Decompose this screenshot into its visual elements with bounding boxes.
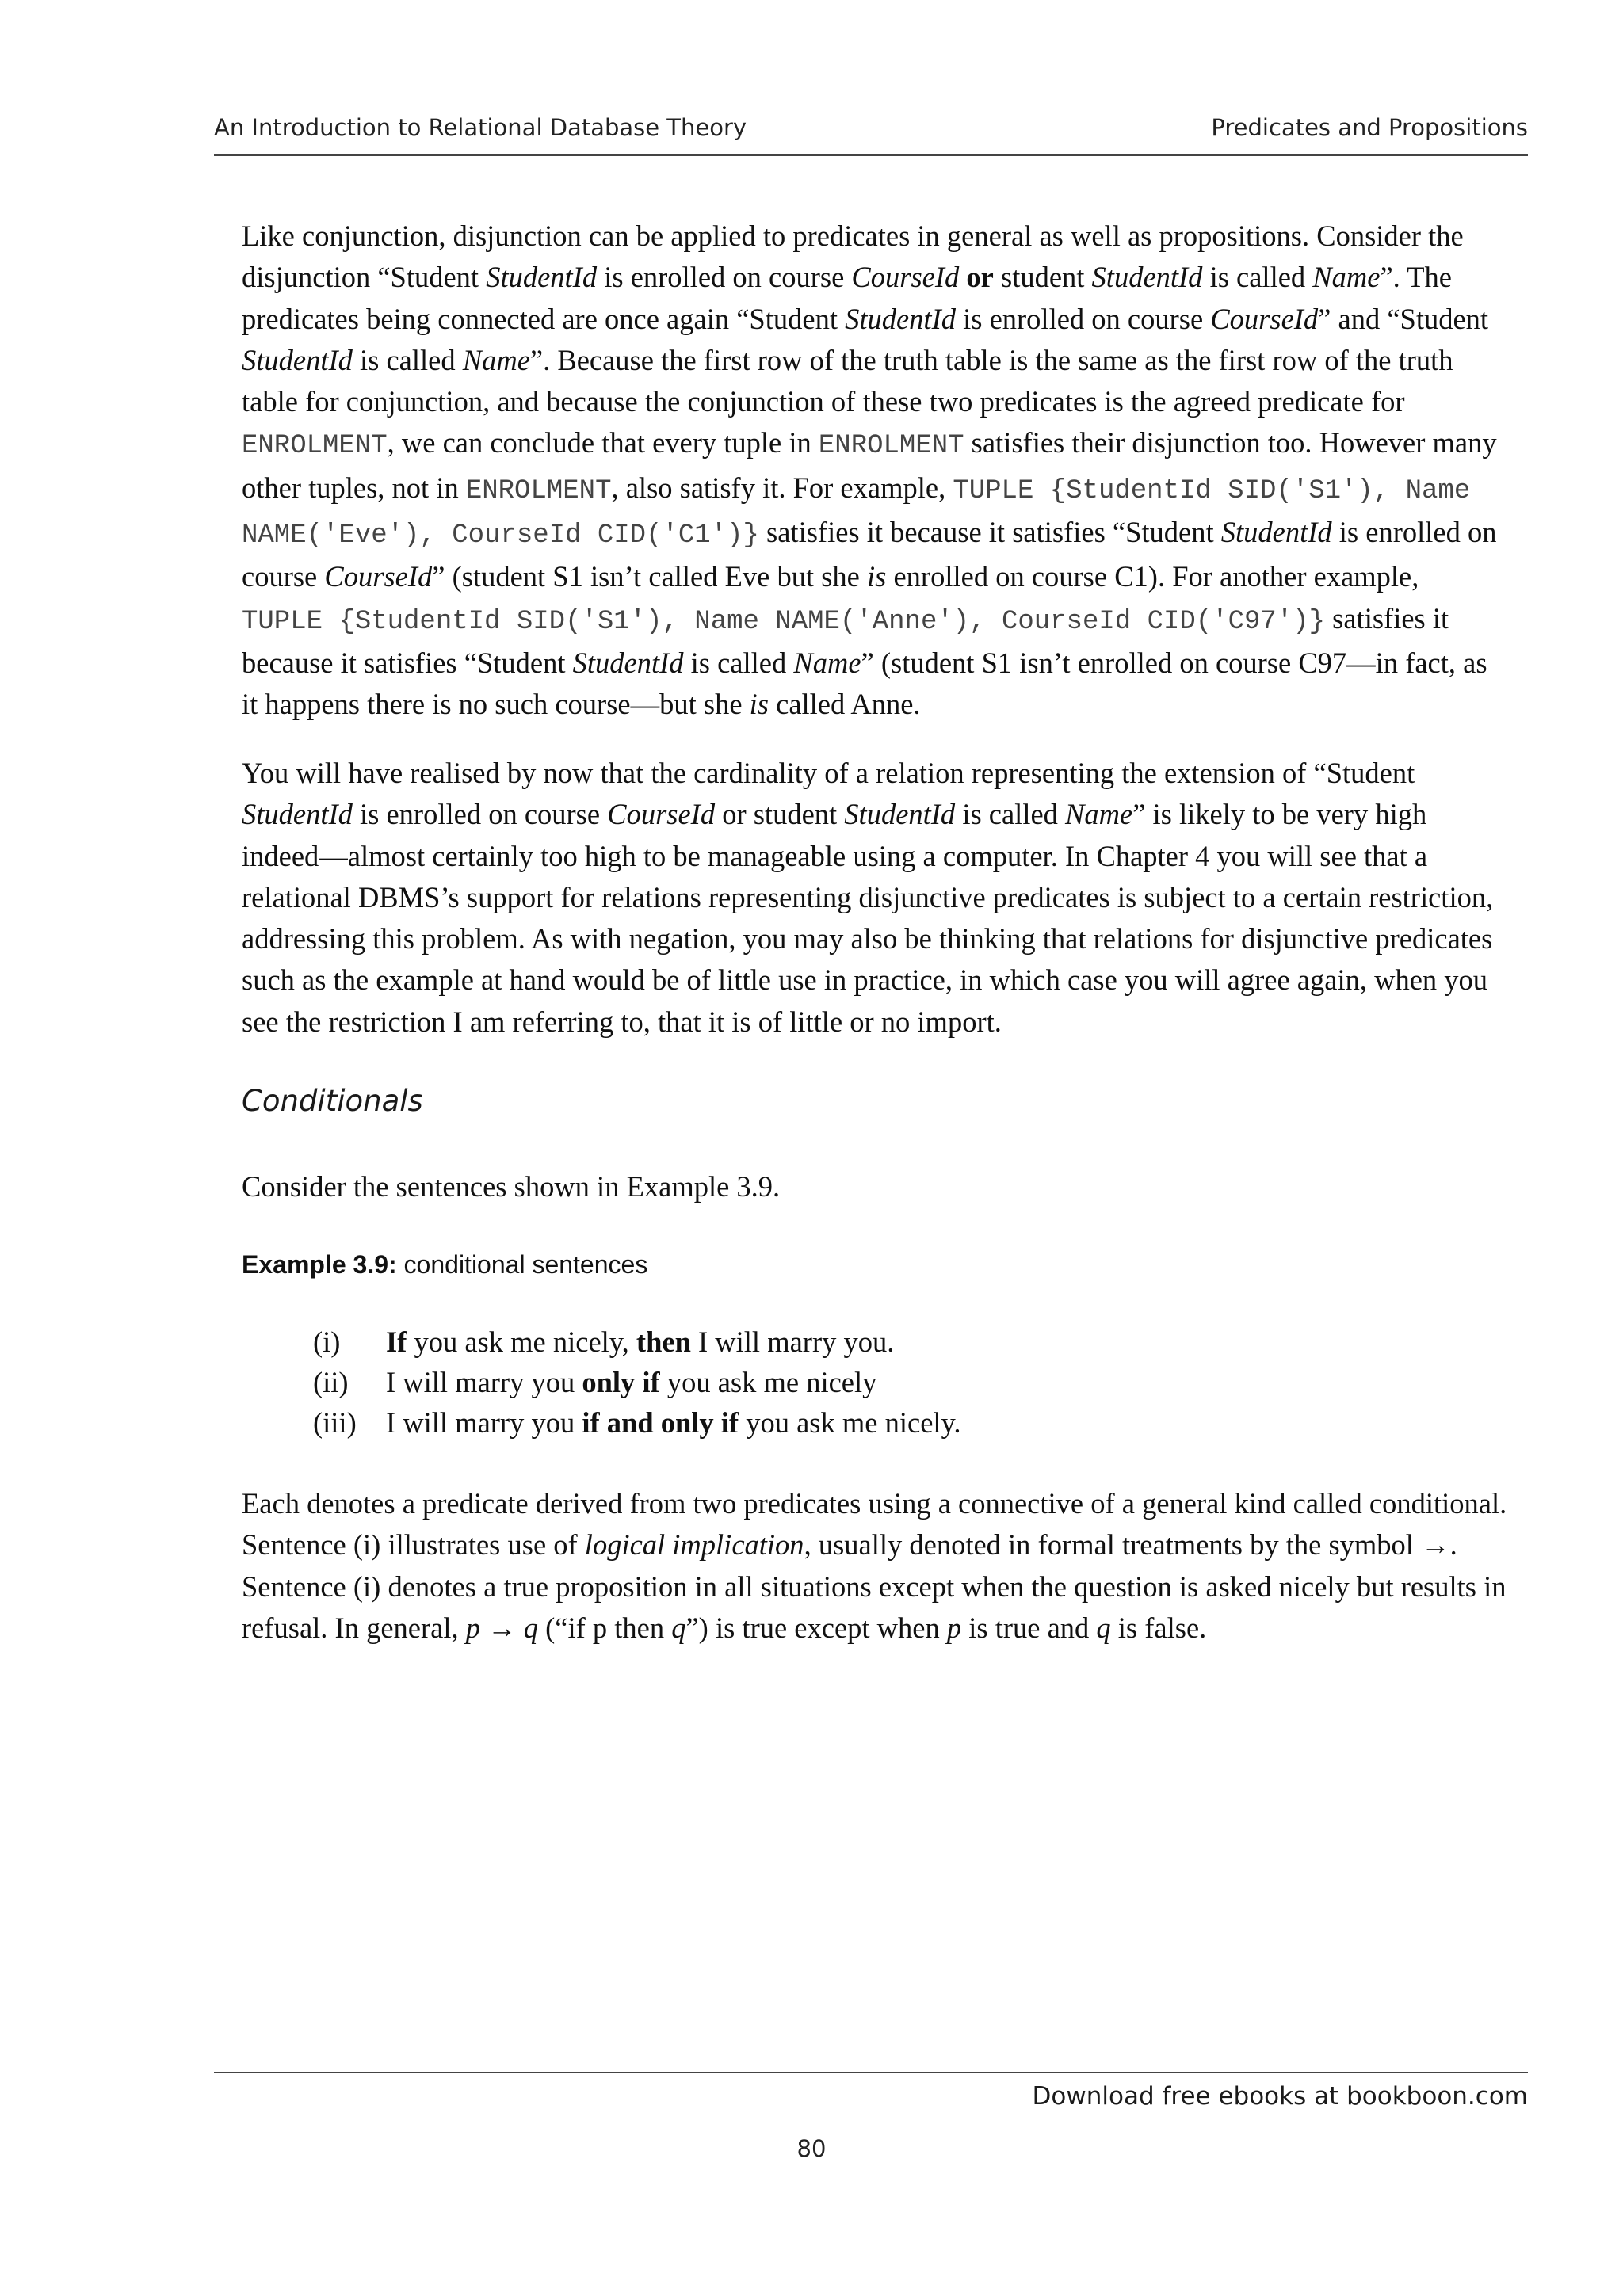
section-heading: Conditionals <box>242 1084 423 1118</box>
download-link[interactable]: Download free ebooks at bookboon.com <box>1032 2082 1528 2111</box>
consider-sentence: Consider the sentences shown in Example 3.9. <box>242 1170 781 1203</box>
book-title: An Introduction to Relational Database Theory <box>214 114 747 141</box>
paragraph-conditional: Each denotes a predicate derived from two predicates using a connective of a general kind called conditional. Sentence (i) illustrates use of logical implication, usually denoted in formal treatments by the symbol →. Sentence (i) denotes a true proposition in all situations except when the question is asked nicely but results in refusal. In general, p → q (“if p then q”) is true except when p is true and q is false. <box>242 1487 1507 1644</box>
list-item: (iii) I will marry you if and only if you ask me nicely. <box>313 1406 961 1439</box>
example-label: Example 3.9: conditional sentences <box>242 1250 648 1279</box>
example-list <box>313 1322 1569 1443</box>
footer-divider <box>214 2072 1528 2073</box>
tuple-example-1: TUPLE {StudentId SID('S1'), Name NAME('Eve'), CourseId CID('C1')} <box>242 475 1471 551</box>
page-number: 80 <box>796 2135 827 2162</box>
list-item: (i) If you ask me nicely, then I will marry you. <box>313 1325 895 1358</box>
tuple-example-2: TUPLE {StudentId SID('S1'), Name NAME('Anne'), CourseId CID('C97')} <box>242 606 1326 637</box>
list-item: (ii) I will marry you only if you ask me nicely <box>313 1366 877 1398</box>
paragraph-disjunction: Like conjunction, disjunction can be applied to predicates in general as well as propositions. Consider the disjunction “Student StudentId is enrolled on course CourseId or student StudentId is called Name”. The predicates being connected are once again “Student StudentId is enrolled on course CourseId” and “Student StudentId is called Name”. Because the first row of the truth table is the same as the first row of the truth table for conjunction, and because the conjunction of these two predicates is the agreed predicate for ENROLMENT, we can conclude that every tuple in ENROLMENT satisfies their disjunction too. However many other tuples, not in ENROLMENT, also satisfy it. For example, TUPLE {StudentId SID('S1'), Name NAME('Eve'), CourseId CID('C1')} satisfies it because it satisfies “Student StudentId is enrolled on course CourseId” (student S1 isn’t called Eve but she is enrolled on course C1). For another example, TUPLE {StudentId SID('S1'), Name NAME('Anne'), CourseId CID('C97')} satisfies it because it satisfies “Student StudentId is called Name” (student S1 isn’t enrolled on course C97—in fact, as it happens there is no such course—but she is called Anne. <box>242 219 1497 721</box>
page-header <box>214 111 1528 156</box>
paragraph-cardinality: You will have realised by now that the cardinality of a relation representing the extension of “Student StudentId is enrolled on course CourseId or student StudentId is called Name” is likely to be very high indeed—almost certainly too high to be manageable using a computer. In Chapter 4 you will see that a relational DBMS’s support for relations representing disjunctive predicates is subject to a certain restriction, addressing this problem. As with negation, you may also be thinking that relations for disjunctive predicates such as the example at hand would be of little use in practice, in which case you will agree again, when you see the restriction I am referring to, that it is of little or no import. <box>242 757 1494 1038</box>
chapter-title: Predicates and Propositions <box>1211 114 1528 141</box>
